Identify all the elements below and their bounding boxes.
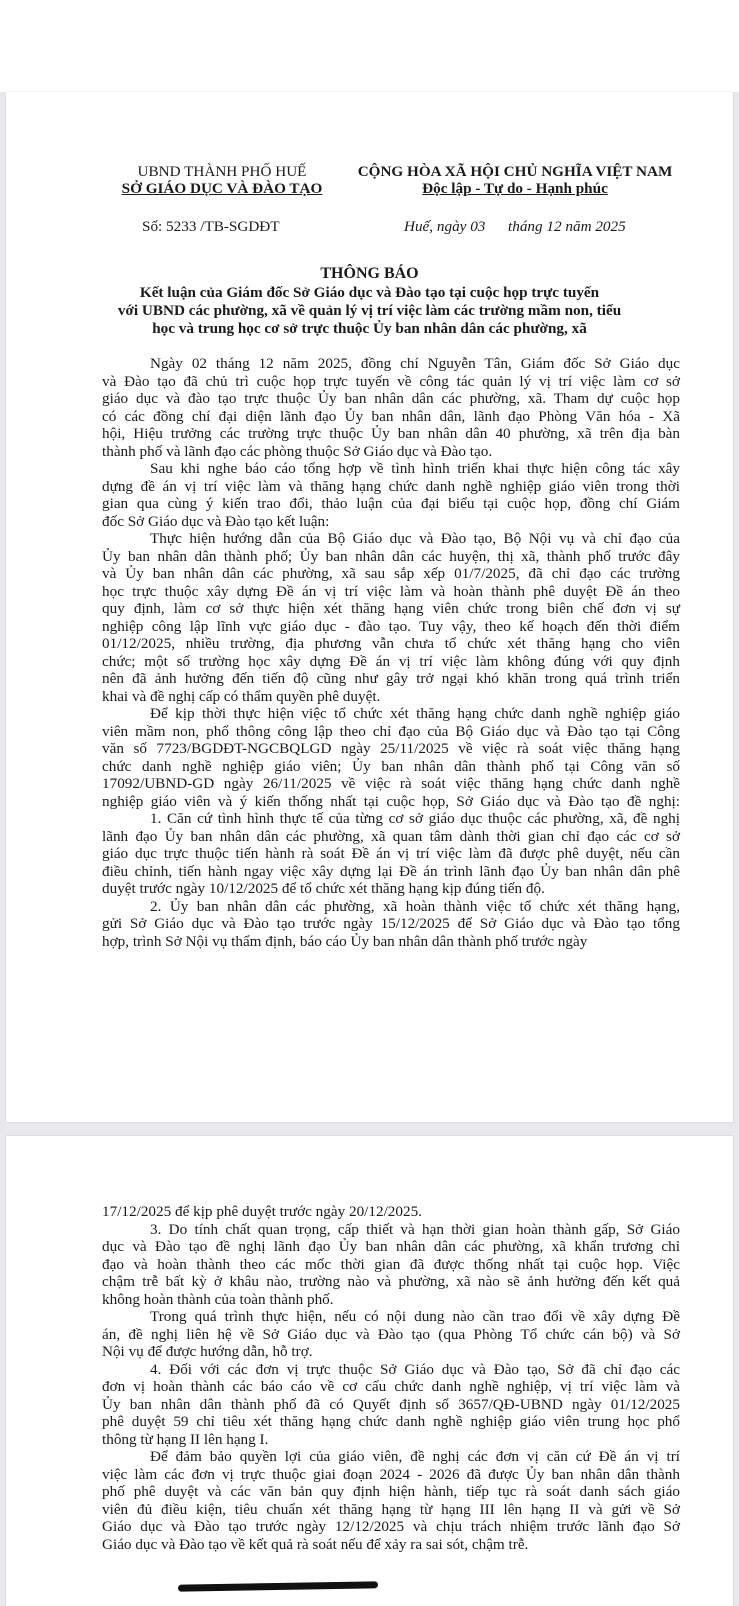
body-line: án, đề nghị liên hệ về Sở Giáo dục và Đào tạo (qua Phòng Tổ chức cán bộ) và Sở (102, 1325, 680, 1343)
agency-line-2: SỞ GIÁO DỤC VÀ ĐÀO TẠO (121, 180, 323, 197)
body-line: Để đảm bảo quyền lợi của giáo viên, đề nghị các đơn vị căn cứ Đề án vị trí (150, 1448, 680, 1465)
agency-line-1: UBND THÀNH PHỐ HUẾ (137, 163, 307, 180)
body-line: phê duyệt 59 chỉ tiêu xét thăng hạng chức danh nghề nghiệp giáo viên trung học phổ (102, 1413, 680, 1430)
document-title: THÔNG BÁO (320, 265, 419, 282)
body-line: Thực hiện hướng dẫn của Bộ Giáo dục và Đào tạo, Bộ Nội vụ và chỉ đạo của (150, 530, 680, 547)
body-line: 17092/UBND-GD ngày 26/11/2025 về việc rà soát việc thăng hạng chức danh nghề (102, 775, 680, 792)
body-line: Nội vụ để được hướng dẫn, hỗ trợ. (102, 1343, 313, 1360)
body-line: khai và đề nghị cấp có thẩm quyền phê duyệt. (102, 687, 381, 705)
body-line: chức danh nghề nghiệp giáo viên; Ủy ban nhân dân thành phố tại Công văn số (102, 757, 680, 775)
body-line: đơn vị hoàn thành các báo cáo về cơ cấu chức danh nghề nghiệp, vị trí việc làm và (102, 1378, 680, 1395)
body-line: Giáo dục và Đào tạo về kết quả rà soát nếu để xảy ra sai sót, chậm trễ. (102, 1535, 529, 1553)
body-line: văn số 7723/BGDĐT-NGCBQLGD ngày 25/11/2025 về việc rà soát việc thăng hạng (102, 740, 680, 757)
body-line: dựng đề án vị trí việc làm và thăng hạng chức danh nghề nghiệp giáo viên trong thời (102, 477, 680, 495)
body-line: 17/12/2025 để kịp phê duyệt trước ngày 20/12/2025. (102, 1203, 422, 1220)
document-number: Số: 5233 /TB-SGDĐT (142, 218, 280, 235)
date-month-year: tháng 12 năm 2025 (508, 218, 626, 235)
date-place: Huế, ngày 03 (404, 218, 486, 235)
body-line: nên đã ảnh hưởng đến tiến độ cũng như gây trở ngại khó khăn trong quá trình triển (102, 670, 680, 687)
body-line: Ủy ban nhân dân thành phố đã có Quyết định số 3657/QĐ-UBND ngày 01/12/2025 (102, 1395, 680, 1413)
body-line: 2. Ủy ban nhân dân các phường, xã hoàn thành việc tổ chức xét thăng hạng, (150, 897, 680, 915)
body-line: 1. Căn cứ tình hình thực tế của từng cơ sở giáo dục thuộc các phường, xã, đề nghị (150, 810, 680, 827)
body-line: điều chỉnh, tiến hành ngay việc xây dựng lại Đề án trình lãnh đạo Ủy ban nhân dân phê (102, 862, 680, 880)
body-line: Ủy ban nhân dân thành phố; Ủy ban nhân dân các huyện, thị xã, thành phố trước đây (102, 547, 680, 565)
body-line: giáo dục và đào tạo trực thuộc Ủy ban nhân dân các phường, xã. Tham dự cuộc họp (102, 390, 680, 407)
body-line: 3. Do tính chất quan trọng, cấp thiết và hạn thời gian hoàn thành gấp, Sở Giáo (150, 1220, 680, 1238)
subtitle-line: với UBND các phường, xã về quản lý vị trí việc làm các trường mầm non, tiểu (117, 302, 622, 319)
subtitle-line: học và trung học cơ sở trực thuộc Ủy ban nhân dân các phường, xã (152, 320, 587, 337)
body-line: 4. Đối với các đơn vị trực thuộc Sở Giáo dục và Đào tạo, Sở đã chỉ đạo các (150, 1360, 680, 1378)
top-margin (0, 0, 739, 92)
body-line: lãnh đạo Ủy ban nhân dân các phường, xã quan tâm dành thời gian chỉ đạo các cơ sở (102, 827, 680, 845)
motto-line-1: CỘNG HÒA XÃ HỘI CHỦ NGHĨA VIỆT NAM (357, 163, 673, 180)
body-line: nghiệp công lập lĩnh vực giáo dục - đào tạo. Tuy vậy, theo kế hoạch đến thời điểm (102, 617, 680, 635)
body-line: 01/12/2025, nhiều trường, địa phương vẫn chưa tổ chức xét thăng hạng cho viên (102, 635, 680, 652)
body-line: hội, Hiệu trưởng các trường trực thuộc Ủy ban nhân dân 40 phường, xã trên địa bàn (102, 425, 680, 442)
body-line: chậm trễ bất kỳ ở khâu nào, trường nào và phường, xã nào sẽ ảnh hưởng đến kết quả (102, 1273, 680, 1290)
body-line: thông từ hạng II lên hạng I. (102, 1430, 269, 1448)
body-line: dục và Đào tạo đề nghị lãnh đạo Ủy ban nhân dân các phường, xã khẩn trương chỉ (102, 1238, 680, 1255)
body-line: hợp, trình Sở Nội vụ thẩm định, báo cáo Ủy ban nhân dân thành phố trước ngày (102, 932, 588, 950)
subtitle-line: Kết luận của Giám đốc Sở Giáo dục và Đào tạo tại cuộc họp trực tuyến (139, 284, 600, 301)
body-line: viên mầm non, phổ thông công lập theo chỉ đạo của Bộ Giáo dục và Đào tạo tại Công (102, 722, 680, 740)
body-line: gửi Sở Giáo dục và Đào tạo trước ngày 15/12/2025 để Sở Giáo dục và Đào tạo tổng (102, 915, 680, 932)
body-line: đạo và hoàn thành theo các mốc thời gian đã được thống nhất tại cuộc họp. Việc (102, 1255, 680, 1273)
body-line: gian qua cùng ý kiến trao đổi, thảo luận của đại biểu tại cuộc họp, đồng chí Giám (102, 495, 680, 512)
body-line: Ngày 02 tháng 12 năm 2025, đồng chí Nguyễn Tân, Giám đốc Sở Giáo dục (150, 355, 680, 372)
body-line: không hoàn thành của toàn thành phố. (102, 1290, 334, 1308)
body-line: có các đồng chí đại diện lãnh đạo Ủy ban nhân dân, lãnh đạo Phòng Văn hóa - Xã (102, 407, 680, 425)
body-line: quy định, làm cơ sở thực hiện xét thăng hạng viên chức trong biên chế đơn vị sự (102, 600, 680, 617)
body-line: học trực thuộc xây dựng Đề án vị trí việc làm và hoàn thành phê duyệt Đề án theo (102, 582, 680, 600)
body-line: phố phê duyệt và các văn bản quy định hiện hành, tiếp tục rà soát danh sách giáo (102, 1483, 680, 1500)
body-line: duyệt trước ngày 10/12/2025 để tổ chức xét thăng hạng kịp đúng tiến độ. (102, 880, 545, 897)
motto-line-2: Độc lập - Tự do - Hạnh phúc (422, 180, 608, 197)
body-line: Trong quá trình thực hiện, nếu có nội dung nào cần trao đổi về xây dựng Đề (150, 1308, 680, 1325)
body-line: Sau khi nghe báo cáo tổng hợp về tình hình triển khai thực hiện công tác xây (150, 460, 680, 477)
body-line: và Đào tạo đã chủ trì cuộc họp trực tuyến về công tác quản lý vị trí việc làm cơ sở (102, 372, 680, 390)
body-line: đốc Sở Giáo dục và Đào tạo kết luận: (102, 512, 330, 530)
body-line: Giáo dục và Đào tạo trước ngày 12/12/2025 và chịu trách nhiệm trước lãnh đạo Sở (102, 1518, 680, 1535)
body-line: việc làm các đơn vị trực thuộc giai đoạn 2024 - 2026 đã được Ủy ban nhân dân thành (102, 1465, 680, 1483)
body-line: nghiệp giáo viên và ý kiến thống nhất tại cuộc họp, Sở Giáo dục và Đào tạo đề nghị: (102, 792, 680, 810)
body-line: giáo dục trực thuộc tiến hành rà soát Đề án vị trí việc làm đã được phê duyệt, nếu cần (102, 845, 680, 862)
body-line: viên đủ điều kiện, tiêu chuẩn xét thăng hạng từ hạng III lên hạng II và gửi về Sở (102, 1500, 680, 1518)
body-line: thành phố và lãnh đạo các phòng thuộc Sở Giáo dục và Đào tạo. (102, 442, 493, 460)
body-line: và Ủy ban nhân dân các phường, xã sau sắp xếp 01/7/2025, đã chỉ đạo các trường (102, 565, 680, 582)
body-line: Để kịp thời thực hiện việc tổ chức xét thăng hạng chức danh nghề nghiệp giáo (150, 705, 680, 722)
body-line: chức; một số trường học xây dựng Đề án vị trí việc làm không đúng với quy định (102, 652, 680, 670)
